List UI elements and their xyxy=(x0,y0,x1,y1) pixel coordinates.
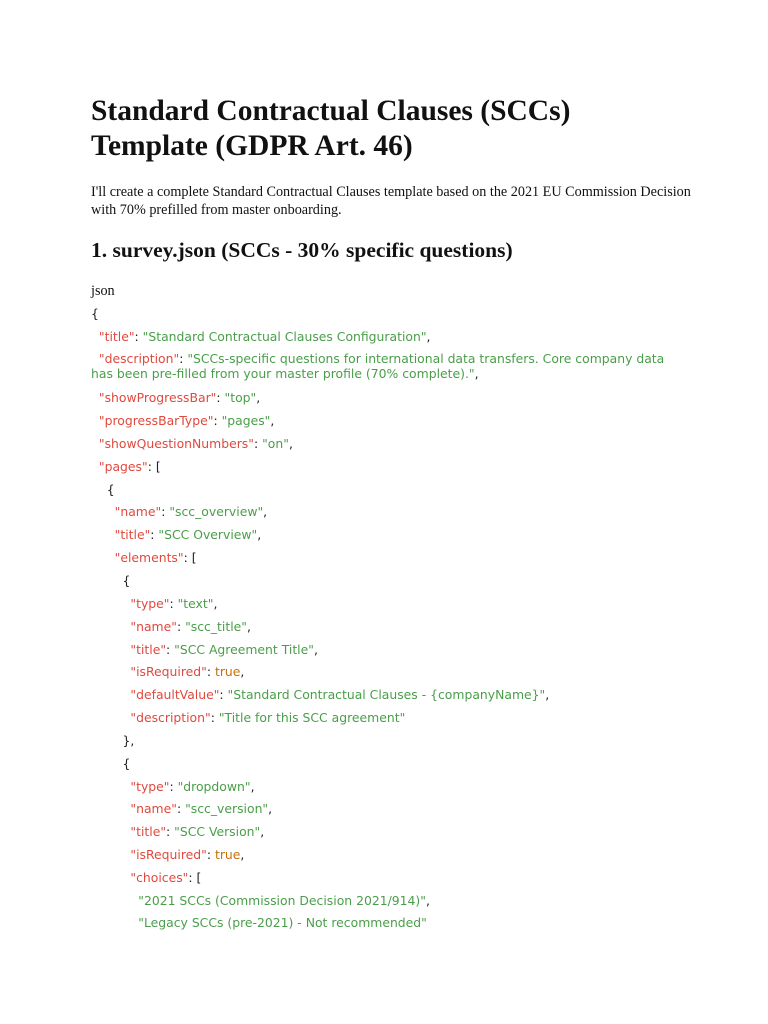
code-token: "SCCs-specific questions for international data transfers. Core company data has been pre-filled from your master profile (70% complete)." xyxy=(91,351,669,381)
code-token: : xyxy=(206,664,215,679)
code-token: "title" xyxy=(98,329,135,344)
code-language-label: json xyxy=(91,283,115,299)
code-token: true xyxy=(214,847,241,862)
code-token: : xyxy=(213,413,222,428)
code-token: }, xyxy=(122,733,135,748)
code-token: , xyxy=(257,527,262,542)
intro-paragraph: I'll create a complete Standard Contractual Clauses template based on the 2021 EU Commission Decision with 70% prefilled from master onboarding. xyxy=(91,184,691,218)
code-line xyxy=(91,801,272,816)
code-token: "on" xyxy=(262,436,289,451)
code-line xyxy=(91,619,251,634)
code-line xyxy=(91,459,161,474)
code-line xyxy=(91,413,274,428)
code-token: "defaultValue" xyxy=(130,687,220,702)
code-token: , xyxy=(268,801,273,816)
code-token: "showProgressBar" xyxy=(98,390,217,405)
code-token: "description" xyxy=(98,351,180,366)
code-token: "SCC Version" xyxy=(174,824,261,839)
code-token: "SCC Agreement Title" xyxy=(174,642,314,657)
code-token: : xyxy=(166,642,175,657)
code-token: : [ xyxy=(188,870,202,885)
code-token: , xyxy=(263,504,268,519)
code-token: { xyxy=(106,482,115,497)
code-token: : xyxy=(179,351,188,366)
code-token: "title" xyxy=(130,824,167,839)
code-line xyxy=(91,779,255,794)
code-token: { xyxy=(122,756,131,771)
code-line xyxy=(91,687,549,702)
code-line xyxy=(91,306,99,321)
code-token: "name" xyxy=(114,504,162,519)
code-token: true xyxy=(214,664,241,679)
code-line xyxy=(91,824,264,839)
code-token: , xyxy=(256,390,261,405)
code-token: "showQuestionNumbers" xyxy=(98,436,254,451)
code-token: , xyxy=(545,687,550,702)
code-line xyxy=(91,550,197,565)
code-token: : xyxy=(166,824,175,839)
code-token: "choices" xyxy=(130,870,189,885)
code-token: : xyxy=(161,504,170,519)
code-token: : xyxy=(206,847,215,862)
code-token: "title" xyxy=(130,642,167,657)
code-token: , xyxy=(250,779,255,794)
code-token: , xyxy=(313,642,318,657)
code-token: "Standard Contractual Clauses Configuration" xyxy=(142,329,427,344)
code-token: "description" xyxy=(130,710,211,725)
code-token: "Standard Contractual Clauses - {companyName}" xyxy=(227,687,546,702)
code-token: "progressBarType" xyxy=(98,413,214,428)
code-token: "text" xyxy=(177,596,214,611)
code-token: : xyxy=(216,390,225,405)
code-token: "pages" xyxy=(98,459,148,474)
code-line xyxy=(91,710,405,725)
code-token: "top" xyxy=(224,390,257,405)
code-token: { xyxy=(122,573,131,588)
code-token: "SCC Overview" xyxy=(158,527,258,542)
code-token: , xyxy=(288,436,293,451)
code-token: { xyxy=(91,306,99,321)
code-token: "dropdown" xyxy=(177,779,251,794)
code-line xyxy=(91,642,318,657)
code-line xyxy=(91,915,427,930)
code-line xyxy=(91,847,244,862)
code-token: "isRequired" xyxy=(130,847,207,862)
code-token: : [ xyxy=(147,459,161,474)
code-token: "isRequired" xyxy=(130,664,207,679)
code-line xyxy=(91,893,430,908)
page-title: Standard Contractual Clauses (SCCs) Template (GDPR Art. 46) xyxy=(91,95,571,162)
code-token: "scc_title" xyxy=(185,619,247,634)
code-token: : xyxy=(169,779,178,794)
code-token: : xyxy=(253,436,263,451)
code-token: , xyxy=(425,893,430,908)
code-token: : xyxy=(210,710,219,725)
code-token: : [ xyxy=(183,550,197,565)
code-line xyxy=(91,504,267,519)
code-token: "elements" xyxy=(114,550,184,565)
code-line xyxy=(91,329,430,344)
code-token: "name" xyxy=(130,801,177,816)
code-line xyxy=(91,870,201,885)
code-token: , xyxy=(474,366,479,381)
code-token: : xyxy=(150,527,159,542)
code-line xyxy=(91,756,130,771)
code-token: , xyxy=(213,596,218,611)
code-line xyxy=(91,664,244,679)
code-token: "2021 SCCs (Commission Decision 2021/914)" xyxy=(138,893,426,908)
code-token: "scc_version" xyxy=(185,801,269,816)
code-line xyxy=(91,351,683,381)
code-token: "pages" xyxy=(221,413,271,428)
code-token: "Legacy SCCs (pre-2021) - Not recommended" xyxy=(138,915,427,930)
code-line xyxy=(91,482,115,497)
code-token: : xyxy=(176,801,186,816)
code-line xyxy=(91,573,130,588)
code-token: "type" xyxy=(130,596,170,611)
code-token: "type" xyxy=(130,779,170,794)
code-token: , xyxy=(260,824,265,839)
code-token: , xyxy=(246,619,251,634)
code-token: , xyxy=(240,664,245,679)
code-token: : xyxy=(134,329,143,344)
code-line xyxy=(91,436,293,451)
code-token: : xyxy=(219,687,228,702)
code-token: : xyxy=(176,619,186,634)
code-line xyxy=(91,527,261,542)
code-token: "scc_overview" xyxy=(169,504,264,519)
code-line xyxy=(91,390,260,405)
code-token: "Title for this SCC agreement" xyxy=(218,710,406,725)
code-line xyxy=(91,733,134,748)
code-token: "title" xyxy=(114,527,151,542)
section-heading: 1. survey.json (SCCs - 30% specific questions) xyxy=(91,238,513,262)
code-token: : xyxy=(169,596,178,611)
code-token: , xyxy=(270,413,275,428)
code-token: , xyxy=(240,847,245,862)
code-line xyxy=(91,596,217,611)
code-token: "name" xyxy=(130,619,177,634)
code-token: , xyxy=(426,329,431,344)
